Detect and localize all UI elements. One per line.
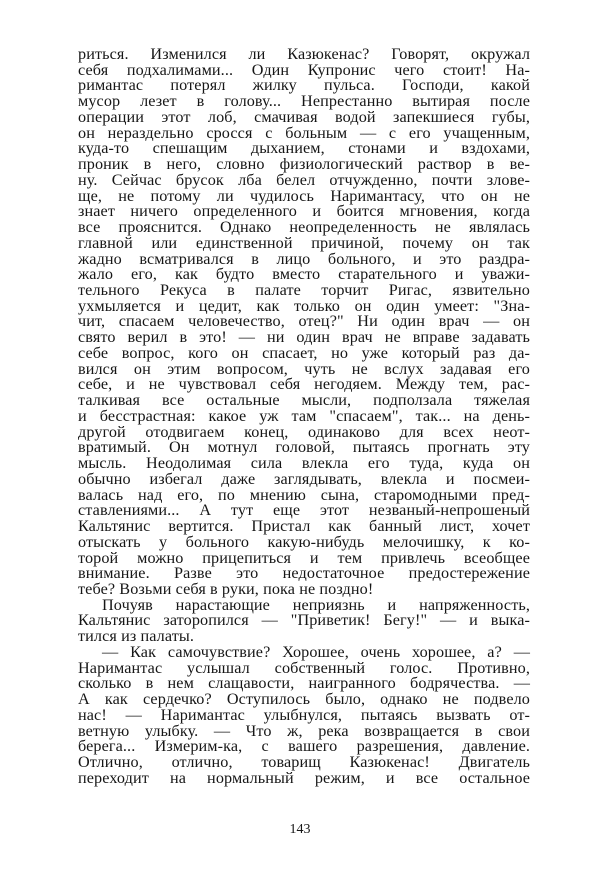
text-line: свято верил в это! — ни один врач не вправе задавать — [78, 328, 530, 347]
text-line: нас! — Наримантас улыбнулся, пытаясь вызвать от- — [78, 705, 530, 724]
text-line: себе, и не чувствовал себя негодяем. Между тем, рас- — [78, 375, 530, 394]
text-line: Кальтянис заторопился — "Приветик! Бегу!" — и выка- — [78, 611, 530, 630]
text-line: берега... Измерим-ка, с вашего разрешения, давление. — [78, 737, 530, 756]
text-line: жало его, как будто вместо старательного и уважи- — [78, 265, 530, 284]
text-line: мысль. Неодолимая сила влекла его туда, куда он — [78, 454, 530, 473]
text-line: А как сердечко? Оступилось было, однако не подвело — [78, 690, 530, 709]
text-line: проник в него, словно физиологический раствор в ве- — [78, 155, 530, 174]
text-line: ще, не потому ли чудилось Наримантасу, что он не — [78, 186, 530, 205]
text-line: куда-то спешащим дыханием, стонами и вздохами, — [78, 139, 530, 158]
text-line: Наримантас услышал собственный голос. Противно, — [78, 658, 530, 677]
text-line: знает ничего определенного и боится мгновения, когда — [78, 202, 530, 221]
text-line: валась над его, по мнению сына, старомодными пред- — [78, 485, 530, 504]
text-line: внимание. Разве это недостаточное предостережение — [78, 564, 530, 583]
text-line: римантас потерял жилку пульса. Господи, какой — [78, 76, 530, 95]
page-number: 143 — [289, 822, 311, 837]
text-line: чит, спасаем человечество, отец?" Ни один врач — он — [78, 312, 530, 331]
text-line: вился он этим вопросом, чуть не вслух задавая его — [78, 359, 530, 378]
text-line: ухмыляется и цедит, как только он один умеет: "Зна- — [78, 296, 530, 315]
text-line: ну. Сейчас брусок лба белел отчужденно, почти злове- — [78, 170, 530, 189]
text-line: мусор лезет в голову... Непрестанно вытирая после — [78, 92, 530, 111]
text-line: другой отодвигаем конец, одинаково для всех неот- — [78, 422, 530, 441]
text-line: главной или единственной причиной, почему он так — [78, 233, 530, 252]
text-line: отыскать у больного какую-нибудь мелочишку, к ко- — [78, 532, 530, 551]
text-line: ставлениями... А тут еще этот незваный-непрошеный — [78, 501, 530, 520]
text-line: тельного Рекуса в палате торчит Ригас, язвительно — [78, 281, 530, 300]
text-line: тебе? Возьми себя в руки, пока не поздно! — [78, 579, 374, 598]
text-line: Почуяв нарастающие неприязнь и напряженность, — [102, 595, 530, 614]
text-line: обычно избегал даже заглядывать, влекла и посмеи- — [78, 469, 530, 488]
text-line: себе вопрос, кого он спасает, но уже который раз да- — [78, 343, 530, 362]
text-line: и бесстрастная: какое уж там "спасаем", так... на день- — [78, 406, 530, 425]
text-line: Кальтянис вертится. Пристал как банный лист, хочет — [78, 517, 530, 536]
text-line: все прояснится. Однако неопределенность не являлась — [78, 218, 530, 237]
text-line: талкивая все остальные мысли, подползала тяжелая — [78, 391, 530, 410]
text-line: жадно всматривался в лицо больного, и это раздра- — [78, 249, 530, 268]
text-line: риться. Изменился ли Казюкенас? Говорят, окружал — [78, 45, 530, 63]
text-line: тился из палаты. — [78, 627, 195, 646]
text-line: сколько в нем слащавости, наигранного бодрячества. — — [78, 674, 530, 693]
text-line: вратимый. Он мотнул головой, пытаясь прогнать эту — [78, 438, 530, 457]
text-line: торой можно прицепиться и тем привлечь всеобщее — [78, 548, 530, 567]
body-text — [78, 47, 530, 787]
text-line: переходит на нормальный режим, и все остальное — [78, 768, 530, 787]
text-line: ветную улыбку. — Что ж, река возвращается в свои — [78, 721, 530, 740]
text-line: операции этот лоб, смачивая водой запекшиеся губы, — [78, 107, 530, 126]
text-line: он нераздельно сросся с больным — с его учащенным, — [78, 123, 530, 142]
text-line: себя подхалимами... Один Купронис чего стоит! На- — [78, 60, 530, 79]
text-line: — Как самочувствие? Хорошее, очень хорошее, а? — — [102, 642, 530, 661]
text-line: Отлично, отлично, товарищ Казюкенас! Двигатель — [78, 753, 530, 772]
